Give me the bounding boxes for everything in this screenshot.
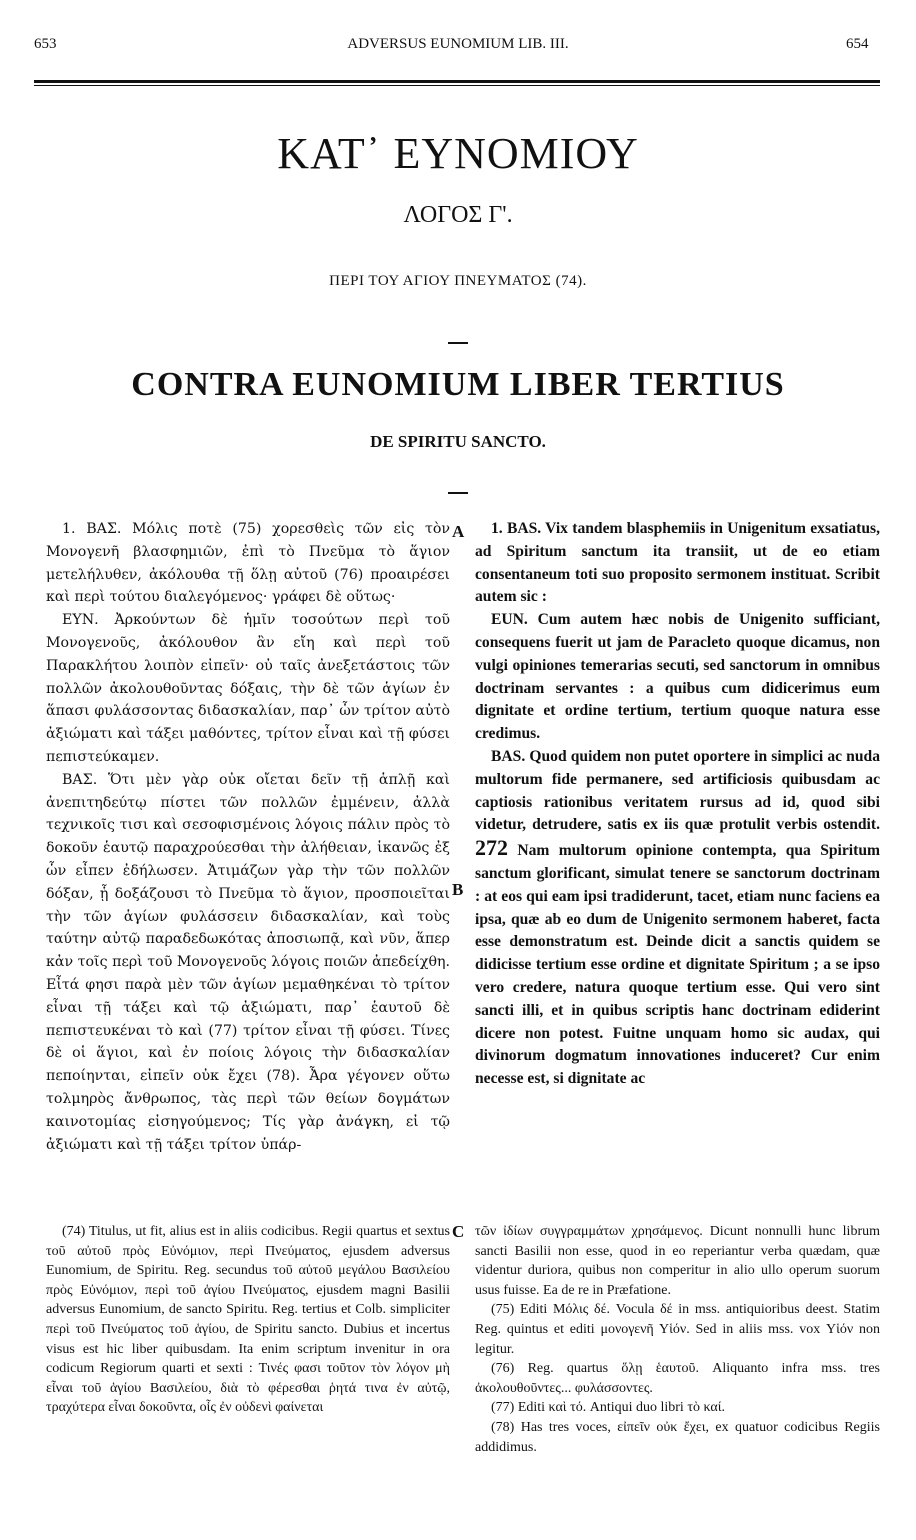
- latin-paragraph-3-end: Nam multorum opinione contempta, qua Spiritum sanctum glorificant, simulat tenere se sanctorum doctrinam : at eos qui eam ipsi tradiderunt, tacet, etiam nunc faciens ea ipsa, quæ ab eo dum de Unigenito sermonem haberet, facta esse demonstratum est. Deinde dicit a sanctis quidem se didicisse tertium esse ordine et dignitate Spiritum ; a se ipso vero credere, natura quoque tertium esse. Qui vero sint sancti illi, et in quibus scriptis hanc doctrinam ediderint dicere non potest. Fuitne unquam homo sic audax, qui divinorum dogmatum innovationes induceret? Cur enim necesse est, si dignitate ac: [475, 842, 880, 1088]
- footnote-76: (76) Reg. quartus ὅλῃ ἑαυτοῦ. Aliquanto infra mss. tres ἀκολουθοῦντες... φυλάσσοντες.: [475, 1361, 880, 1396]
- margin-letter-b: B: [452, 880, 464, 899]
- margin-letter-c: C: [452, 1222, 465, 1241]
- column-number: 272: [475, 835, 508, 861]
- greek-paragraph-3: ΒΑΣ. Ὅτι μὲν γὰρ οὐκ οἴεται δεῖν τῇ ἁπλῇ καὶ ἀνεπιτηδεύτῳ πίστει τῶν πολλῶν ἐμμένειν, ἀλλὰ τεχνικοῖς τισι καὶ σεσοφισμένοις λόγοις πάλιν πρὸς τὸ δοκοῦν ἑαυτῷ παραχρούεσθαι τὴν ἀλήθειαν, ἱκανῶς ἐξ ὧν εἶπεν ἐδήλωσεν. Ἀτιμάζων γὰρ τὴν τῶν πολλῶν δόξαν, ᾗ δοξάζουσι τὸ Πνεῦμα τὸ ἅγιον, προσποιεῖται τὴν τῶν ἁγίων φυλάσσειν διδασκαλίαν, καὶ τοὺς ταύτην αὐτῷ παραδεδωκότας ἀποσιωπᾷ, καὶ νῦν, ἅπερ κἀν τοῖς περὶ τοῦ Μονογενοῦς λόγοις ποιῶν ἀπεδείχθη. Εἶτά φησι παρὰ μὲν τῶν ἁγίων μεμαθηκέναι τὸ τρίτον εἶναι τῇ τάξει καὶ τῷ ἀξιώματι, παρ᾽ ἑαυτοῦ δὲ πεπιστευκέναι τὸ καὶ (77) τρίτον εἶναι τῇ φύσει. Τίνες δὲ οἱ ἅγιοι, καὶ ἐν ποίοις λόγοις τὴν διδασκαλίαν πεποίηνται, εἰπεῖν οὐκ ἔχει (78). Ἆρα γέγονεν οὕτω τολμηρὸς ἄνθρωπος, τὰς περὶ τῶν θείων δογμάτων καινοτομίας εἰσηγούμενος; Τίς γὰρ ἀνάγκη, εἰ τῷ ἀξιώματι καὶ τῇ τάξει τρίτον ὑπάρ-: [46, 771, 450, 1153]
- greek-text-column: [46, 518, 450, 1156]
- subtitle-divider: [448, 492, 468, 494]
- greek-paragraph-2: ΕΥΝ. Ἀρκούντων δὲ ἡμῖν τοσούτων περὶ τοῦ Μονογενοῦς, ἀκόλουθον ἂν εἴη καὶ περὶ τοῦ Παρακλήτου λοιπὸν εἰπεῖν· οὐ ταῖς ἀνεξετάστοις τῶν πολλῶν ἀκολουθοῦντας δόξαις, τὴν δὲ τῶν ἁγίων ἐν ἅπασι φυλάσσοντας διδασκαλίαν, παρ᾽ ὧν τρίτον αὐτὸ ἀξιώματι καὶ τάξει μαθόντες, τρίτον εἶναι καὶ τῇ φύσει πεπιστεύκαμεν.: [46, 612, 450, 765]
- latin-paragraph-3: [475, 746, 880, 1091]
- footnote-78: (78) Has tres voces, εἰπεῖν οὐκ ἔχει, ex quatuor codicibus Regiis addidimus.: [475, 1419, 880, 1455]
- greek-subtitle: ΠΕΡΙ ΤΟΥ ΑΓΙΟΥ ΠΝΕΥΜΑΤΟΣ (74).: [329, 273, 587, 289]
- greek-book-title: ΛΟΓΟΣ Γ'.: [403, 202, 513, 228]
- latin-paragraph-1: 1. BAS. Vix tandem blasphemiis in Unigenitum exsatiatus, ad Spiritum sanctum ita transiit, ut de eo etiam consentaneum toti suo proposito sermonem instituat. Scribit autem sic :: [475, 520, 880, 606]
- header-rule: [34, 80, 880, 83]
- footnote-74-continued: τῶν ἰδίων συγγραμμάτων χρησάμενος. Dicunt nonnulli hunc librum sancti Basilii non esse, quod in eo reperiantur verba quædam, quæ videntur duriora, quibus non comperitur in alio ullo operum suorum usus fuisse. Ea de re in Præfatione.: [475, 1224, 880, 1298]
- footnote-75: (75) Editi Μόλις δέ. Vocula δέ in mss. antiquioribus deest. Statim Reg. quintus et editi μονογενῆ Υἱόν. Sed in aliis mss. vox Υἱόν non legitur.: [475, 1302, 880, 1357]
- footnotes-right: [475, 1222, 880, 1457]
- greek-title: ΚΑΤ᾽ ΕΥΝΟΜΙΟΥ: [277, 129, 639, 178]
- page-number-left: 653: [34, 36, 57, 52]
- title-divider: [448, 342, 468, 344]
- footnote-74: (74) Titulus, ut fit, alius est in aliis codicibus. Regii quartus et sextus τοῦ αὐτοῦ πρὸς Εὐνόμιον, περὶ Πνεύματος, ejusdem adversus Eunomium, de Spiritu. Reg. secundus τοῦ αὐτοῦ μεγάλου Βασιλείου πρὸς Εὐνόμιον, περὶ τοῦ ἁγίου Πνεύματος, ejusdem magni Basilii adversus Eunomium, de sancto Spiritu. Reg. tertius et Colb. simpliciter περὶ τοῦ Πνεύματος τοῦ ἁγίου, de Spiritu sancto. Dubius et incertus visus est hic liber quibusdam. Ita enim scriptum invenitur in ora codicum Regiorum quarti et sexti : Τινές φασι τοῦτον τὸν λόγον μὴ εἶναι τοῦ ἁγίου Βασιλείου, διὰ τὸ φέρεσθαι ῥητά τινα ἐν αὐτῷ, τραχύτερα εἶναι δοκοῦντα, οἷς ἐν οὐδενὶ φαίνεται: [46, 1224, 450, 1416]
- latin-title: CONTRA EUNOMIUM LIBER TERTIUS: [131, 366, 785, 403]
- margin-letter-a: A: [452, 522, 465, 541]
- page-number-right: 654: [846, 36, 869, 52]
- latin-paragraph-2: EUN. Cum autem hæc nobis de Unigenito sufficiant, consequens fuerit ut jam de Paracleto quoque dicamus, non vulgi opiniones temerarias secuti, sed sanctorum in omnibus doctrinam servantes : a quibus cum didicerimus eum dignitate et ordine tertium, tertium quoque natura esse credimus.: [475, 611, 880, 743]
- footnotes-left: [46, 1222, 450, 1418]
- latin-subtitle: DE SPIRITU SANCTO.: [370, 432, 546, 451]
- greek-paragraph-1: 1. ΒΑΣ. Μόλις ποτὲ (75) χορεσθεὶς τῶν εἰς τὸν Μονογενῆ βλασφημιῶν, ἐπὶ τὸ Πνεῦμα τὸ ἅγιον μετελήλυθεν, ἀκόλουθα τῇ ὅλῃ αὐτοῦ (76) προαιρέσει καὶ περὶ τούτου διαλεγόμενος· γράφει δὲ οὕτως·: [46, 521, 450, 606]
- latin-paragraph-3-start: BAS. Quod quidem non putet oportere in simplici ac nuda multorum fide permanere, sed artificiosis quibusdam ac captiosis rationibus veritatem rursus ad id, quod sibi videtur, detrudere, satis ex iis quæ protulit verbis ostendit.: [475, 747, 880, 834]
- running-title: ADVERSUS EUNOMIUM LIB. III.: [347, 36, 569, 52]
- footnote-77: (77) Editi καὶ τό. Antiqui duo libri τὸ καί.: [491, 1400, 725, 1416]
- header-rule-thin: [34, 85, 880, 86]
- latin-text-column: [475, 518, 880, 1091]
